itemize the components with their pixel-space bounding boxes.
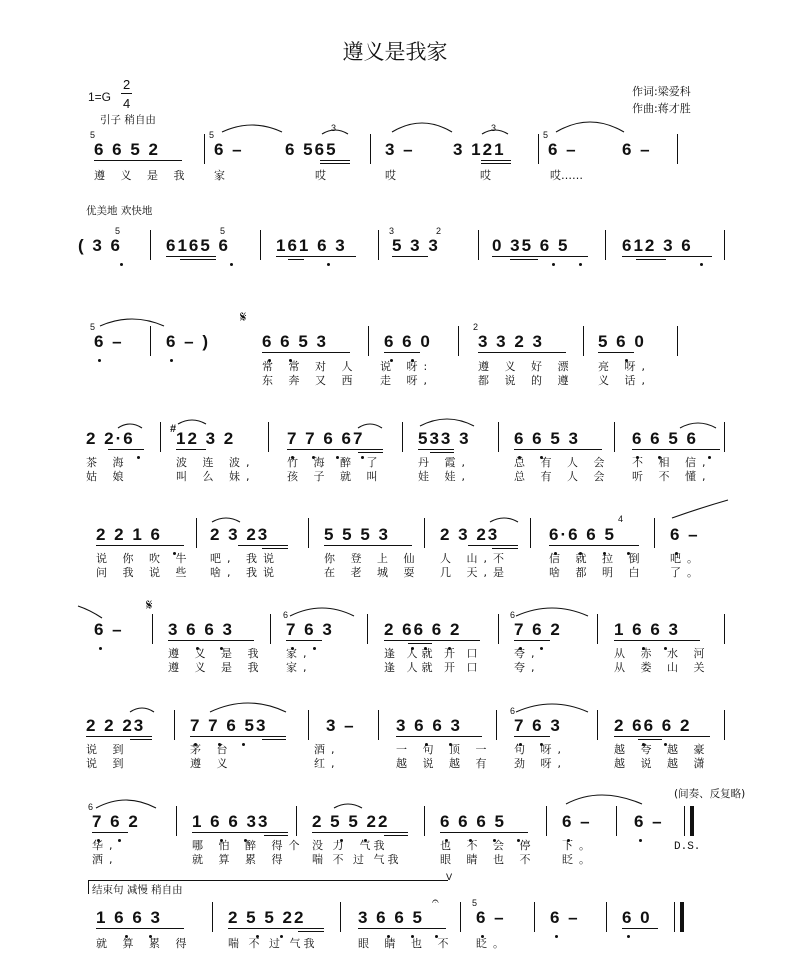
measure: 6 – (214, 140, 244, 159)
measure: 6 – (94, 620, 124, 639)
measure: 3 – (385, 140, 415, 159)
slur-arc (96, 800, 156, 808)
lyric-line: 说 到 (86, 743, 130, 756)
lyric-line: 夸, (514, 661, 541, 674)
measure: 3 6 6 3 (168, 620, 234, 639)
tie-arc (566, 795, 642, 804)
slur-arc (516, 608, 588, 616)
measure: 6 – ) (166, 332, 211, 351)
lyric-line: 走 呀, (380, 374, 433, 387)
measure: 6 – (94, 332, 124, 351)
lyric-line: 说 呀: (380, 360, 434, 373)
intro-marking: 引子 稍自由 (100, 114, 156, 126)
lyric-line: 茅 台 (190, 743, 234, 756)
time-signature-top: 2 (123, 77, 131, 92)
lyric-line: 家, (286, 647, 313, 660)
lyric-line: 家, (286, 661, 313, 674)
slur-arc (334, 804, 362, 808)
grace-note: 6 (510, 610, 516, 620)
grace-note: 5 (220, 226, 226, 236)
measure: 6 6 5 2 (94, 140, 160, 159)
measure: 3 3 2 3 (478, 332, 544, 351)
lyric-line: 吧, 我说 (210, 552, 280, 565)
measure: 6·6 6 5 (549, 525, 616, 544)
measure: 7 7 6 67 (287, 429, 365, 448)
lyric-line: 叫 么 妹, (176, 470, 256, 483)
segno-sign: 𝄋 (146, 596, 153, 614)
lyric-line: 眼 睛 也 不 (358, 937, 455, 950)
triplet-number: 3 (331, 123, 337, 133)
measure: 6 – (634, 812, 664, 831)
tie-arc (556, 122, 624, 132)
slur-arc (130, 708, 154, 712)
lyric-line: 没 力 气我 (312, 839, 388, 852)
measure: 3 6 6 5 (358, 908, 424, 927)
lyric-line: 哎…… (550, 169, 583, 182)
dal-segno-mark: D.S. (674, 841, 701, 853)
grace-note: 2 (473, 322, 479, 332)
measure: 6 – (670, 525, 700, 544)
tie-arc (672, 500, 728, 518)
measure: 6 – (562, 812, 592, 831)
lyric-line: 啥, 我说 (210, 566, 280, 579)
time-signature-bottom: 4 (123, 96, 131, 111)
measure: 161 6 3 (276, 236, 347, 255)
lyric-line: 信 就 拉 倒 (549, 552, 646, 565)
lyric-line: 越 夸 越 豪 (614, 743, 711, 756)
lyric-line: 红, (314, 757, 341, 770)
measure: 533 3 (418, 429, 471, 448)
interlude-note: (间奏、反复略) (674, 788, 746, 800)
lyric-line: 洒, (92, 853, 119, 866)
grace-note: 5 (90, 130, 96, 140)
lyric-line: 喘 不 过 气我 (228, 937, 318, 950)
measure: 5 5 5 3 (324, 525, 390, 544)
measure: 3 6 6 3 (396, 716, 462, 735)
tie-arc (222, 125, 282, 132)
measure: 0 35 6 5 (492, 236, 570, 255)
lyric-line: 逢 人就 开 口 (384, 661, 482, 674)
composer-credit: 作曲:蒋才胜 (632, 102, 691, 115)
segno-sign: 𝄋 (240, 308, 247, 326)
measure: 1 6 6 33 (192, 812, 270, 831)
lyric-line: 了。 (670, 566, 704, 579)
lyric-line: 遵 义 (190, 757, 234, 770)
lyric-line: 说 你 吹 牛 (96, 552, 193, 565)
lyric-line: 波 连 波, (176, 456, 256, 469)
lyric-line: 一 句 顶 一 (396, 743, 493, 756)
lyric-line: 眼 睛 也 不 (440, 853, 537, 866)
measure: 2 5 5 22 (228, 908, 306, 927)
lyric-line: 啥 都 明 白 (549, 566, 646, 579)
lyric-line: 听 不 懂, (632, 470, 712, 483)
slur-arc (516, 704, 588, 712)
tie-arc (100, 319, 164, 326)
lyric-line: 遵 义 是 我 (168, 661, 265, 674)
lyric-line: 不 相 信, (632, 456, 712, 469)
lyric-line: 遵 义 是 我 (168, 647, 265, 660)
grace-note: 3 (389, 226, 395, 236)
measure: 7 6 2 (514, 620, 562, 639)
lyric-line: 就 算 累 得 (192, 853, 289, 866)
measure: 1 6 6 3 (614, 620, 680, 639)
measure: 6 – (548, 140, 578, 159)
sharp-sign: # (170, 423, 179, 435)
measure: 7 6 2 (92, 812, 140, 831)
measure: 612 3 6 (622, 236, 693, 255)
tie-arc (78, 606, 102, 618)
lyric-line: 夸, (514, 647, 541, 660)
measure: 2 2 23 (86, 716, 146, 735)
measure: 7 7 6 53 (190, 716, 268, 735)
lyric-line: 娃 娃, (418, 470, 471, 483)
measure: 6 6 6 5 (440, 812, 506, 831)
triplet-number: 3 (491, 123, 497, 133)
coda-marking: 结束句 减慢 稍自由 (92, 884, 183, 896)
grace-note: 5 (90, 322, 96, 332)
measure: 2 66 6 2 (614, 716, 692, 735)
lyric-line: 哎 (315, 169, 332, 182)
lyric-line: 眨。 (476, 937, 510, 950)
measure: ( 3 6 (78, 236, 123, 255)
measure: 7 6 3 (286, 620, 334, 639)
lyric-line: 句 呀, (514, 743, 567, 756)
lyric-line: 丹 霞, (418, 456, 471, 469)
lyric-line: 竹 海 醉 了 (287, 456, 384, 469)
lyric-line: 劲 呀, (514, 757, 567, 770)
measure: 2 2 1 6 (96, 525, 162, 544)
lyric-line: 哪 怕 醉 得个 (192, 839, 306, 852)
slur-arc (210, 703, 286, 712)
lyric-line: 常 常 对 人 (262, 360, 359, 373)
lyric-line: 义 话, (598, 374, 651, 387)
lyric-line: 你 登 上 仙 (324, 552, 421, 565)
grace-note: 6 (283, 610, 289, 620)
measure: 2 3 23 (210, 525, 270, 544)
lyric-line: 逢 人就 开 口 (384, 647, 482, 660)
lyric-line: 亮 呀, (598, 360, 651, 373)
key-signature: 1=G (88, 90, 112, 104)
measure: 6 – (622, 140, 652, 159)
lyric-line: 吧。 (670, 552, 704, 565)
slur-arc (490, 518, 518, 522)
lyric-line: 几 天,是 (440, 566, 510, 579)
grace-note: 5 (115, 226, 121, 236)
lyric-line: 眨。 (562, 853, 596, 866)
slur-arc (680, 423, 716, 428)
measure: 6 6 5 6 (632, 429, 698, 448)
lyric-line: 问 我 说 些 (96, 566, 193, 579)
grace-note: 2 (436, 226, 442, 236)
lyric-line: 哎 (385, 169, 402, 182)
lyric-line: 从 赤 水 河 (614, 647, 711, 660)
lyric-line: 遵 义 好 漂 (478, 360, 575, 373)
grace-note: 6 (510, 706, 516, 716)
lyric-line: 下。 (562, 839, 596, 852)
slur-arc (118, 424, 142, 428)
measure: 2 3 23 (440, 525, 500, 544)
lyric-line: 越 说 越 潇 (614, 757, 711, 770)
lyric-line: 东 奔 又 西 (262, 374, 359, 387)
measure: 12 3 2 (176, 429, 236, 448)
lyric-line: 就 算 累 得 (96, 937, 193, 950)
lyric-line: 孩 子 就 叫 (287, 470, 384, 483)
lyric-line: 哎 (480, 169, 497, 182)
measure: 5 6 0 (598, 332, 646, 351)
slur-arc (358, 424, 382, 428)
measure: 2 5 5 22 (312, 812, 390, 831)
measure: 6 6 5 3 (262, 332, 328, 351)
measure: 7 6 3 (514, 716, 562, 735)
measure: 6 – (550, 908, 580, 927)
grace-note: 5 (543, 130, 549, 140)
measure: 3 – (326, 716, 356, 735)
slur-arc (290, 608, 354, 616)
slur-arc (420, 419, 474, 426)
lyric-line: 说 到 (86, 757, 130, 770)
tempo-marking: 优美地 欢快地 (86, 205, 153, 217)
breath-mark: V (446, 873, 453, 883)
measure: 5 3 3 (392, 236, 440, 255)
lyric-line: 人 山,不 (440, 552, 510, 565)
lyric-line: 茶 海 (86, 456, 130, 469)
measure: 6 – (476, 908, 506, 927)
measure: 6 565 (285, 140, 338, 159)
song-title: 遵义是我家 (342, 40, 448, 64)
grace-note: 4 (618, 514, 624, 524)
grace-note: 5 (472, 898, 478, 908)
lyric-line: 遵 义 是 我 (94, 169, 191, 182)
lyric-line: 也 不 会 停 (440, 839, 537, 852)
measure: 6 6 5 3 (514, 429, 580, 448)
measure: 6 6 0 (384, 332, 432, 351)
lyric-line: 总 有 人 会 (514, 470, 611, 483)
lyricist-credit: 作词:梁爱科 (632, 85, 691, 98)
measure: 1 6 6 3 (96, 908, 162, 927)
measure: 2 66 6 2 (384, 620, 462, 639)
lyric-line: 酒, (314, 743, 341, 756)
lyric-line: 都 说 的 遵 (478, 374, 575, 387)
measure: 6 0 (622, 908, 652, 927)
lyric-line: 越 说 越 有 (396, 757, 493, 770)
grace-note: 6 (88, 802, 94, 812)
lyric-line: 姑 娘 (86, 470, 130, 483)
measure: 6165 6 (166, 236, 230, 255)
measure: 2 2·6 (86, 429, 135, 448)
slur-arc (178, 420, 206, 424)
lyric-line: 在 老 城 耍 (324, 566, 421, 579)
tie-arc (392, 123, 452, 132)
slur-arc (212, 518, 240, 522)
lyric-line: 家 (214, 169, 231, 182)
lyric-line: 从 娄 山 关 (614, 661, 711, 674)
measure: 3 121 (453, 140, 506, 159)
lyric-line: 喘 不 过 气我 (312, 853, 402, 866)
grace-note: 5 (209, 130, 215, 140)
lyric-line: 总 有 人 会 (514, 456, 611, 469)
fermata-icon: 𝄐 (432, 894, 439, 908)
lyric-line: 华, (92, 839, 119, 852)
